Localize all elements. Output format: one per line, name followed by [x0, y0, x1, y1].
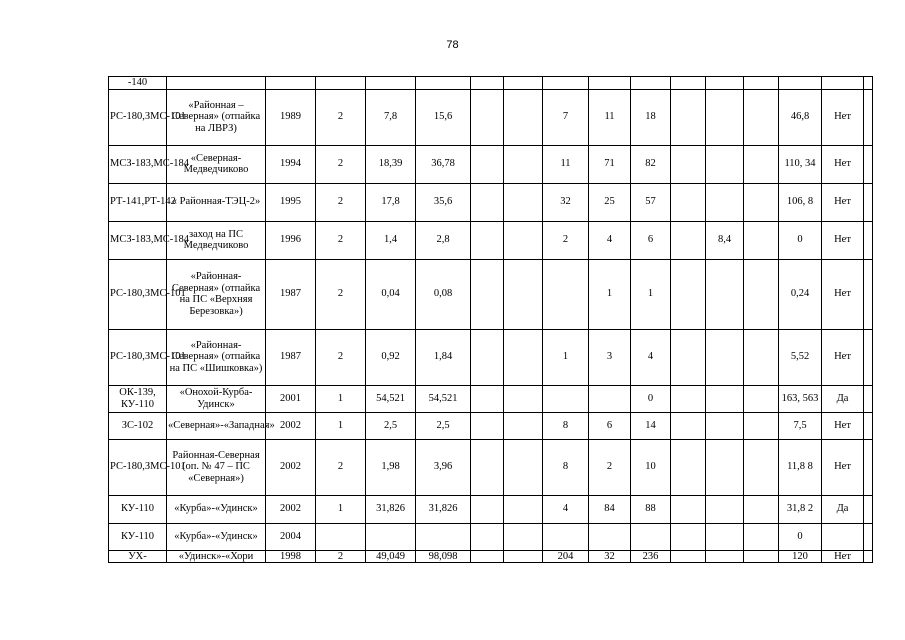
table-cell [316, 77, 366, 90]
table-cell [744, 183, 779, 221]
table-cell: «Районная – Северная» (отпайка на ЛВРЗ) [167, 89, 266, 145]
table-row [109, 550, 873, 563]
table-cell [706, 77, 744, 90]
table-cell [864, 329, 873, 385]
table-row [109, 77, 873, 90]
table-cell: 8 [543, 439, 589, 495]
table-cell: «Районная-Северная» (отпайка на ПС «Верхняя Березовка») [167, 259, 266, 329]
table-cell: Нет [822, 221, 864, 259]
table-cell: Нет [822, 550, 864, 563]
table-cell: 1987 [266, 329, 316, 385]
table-cell [706, 412, 744, 439]
table-cell: 0,08 [416, 259, 471, 329]
table-cell: «Курба»-«Удинск» [167, 523, 266, 550]
table-cell [471, 523, 504, 550]
table-cell [864, 550, 873, 563]
table-cell [471, 329, 504, 385]
table-cell [744, 221, 779, 259]
table-cell: 0,24 [779, 259, 822, 329]
table-cell [864, 385, 873, 412]
table-cell: МСЗ-183,МС-184 [109, 145, 167, 183]
table-cell [167, 77, 266, 90]
table-cell [504, 439, 543, 495]
table-cell: 32 [589, 550, 631, 563]
table-body [109, 77, 873, 563]
table-cell [416, 77, 471, 90]
table-cell: 1 [316, 385, 366, 412]
table-cell: Нет [822, 259, 864, 329]
table-cell [744, 259, 779, 329]
table-cell [589, 385, 631, 412]
table-cell: 54,521 [416, 385, 471, 412]
table-cell: 1996 [266, 221, 316, 259]
table-cell: Да [822, 385, 864, 412]
table-cell [416, 523, 471, 550]
table-cell: 11,8 8 [779, 439, 822, 495]
table-cell: 120 [779, 550, 822, 563]
table-row [109, 439, 873, 495]
table-cell [504, 77, 543, 90]
table-cell [706, 259, 744, 329]
table-cell [744, 523, 779, 550]
table-cell [706, 439, 744, 495]
table-cell: 54,521 [366, 385, 416, 412]
table-cell [864, 259, 873, 329]
table-cell [822, 77, 864, 90]
table-cell [822, 523, 864, 550]
table-cell: 7,5 [779, 412, 822, 439]
table-cell [706, 385, 744, 412]
table-cell: 2004 [266, 523, 316, 550]
table-cell [864, 439, 873, 495]
table-cell: Нет [822, 183, 864, 221]
table-cell: «Северная»-«Западная» [167, 412, 266, 439]
table-row [109, 145, 873, 183]
table-cell [671, 329, 706, 385]
table-cell [543, 523, 589, 550]
table-cell [706, 550, 744, 563]
table-cell: Районная-Северная (оп. № 47 – ПС «Северная») [167, 439, 266, 495]
table-cell [864, 523, 873, 550]
table-cell: Да [822, 495, 864, 523]
table-cell [471, 259, 504, 329]
table-cell [744, 439, 779, 495]
table-row [109, 221, 873, 259]
table-cell: заход на ПС Медведчиково [167, 221, 266, 259]
table-cell: 1,4 [366, 221, 416, 259]
table-cell [706, 329, 744, 385]
table-cell [504, 183, 543, 221]
table-row [109, 183, 873, 221]
table-cell [864, 495, 873, 523]
table-row [109, 523, 873, 550]
table-cell [504, 329, 543, 385]
table-cell: 31,826 [416, 495, 471, 523]
table-cell: 1994 [266, 145, 316, 183]
table-cell: 3 [589, 329, 631, 385]
table-cell: КУ-110 [109, 495, 167, 523]
table-cell: РС-180,ЗМС-101 [109, 259, 167, 329]
table-cell: 49,049 [366, 550, 416, 563]
table-cell: 2002 [266, 412, 316, 439]
table-cell: 98,098 [416, 550, 471, 563]
table-cell: 106, 8 [779, 183, 822, 221]
table-cell [366, 77, 416, 90]
table-cell: 3,96 [416, 439, 471, 495]
table-cell [706, 183, 744, 221]
table-cell [744, 329, 779, 385]
table-cell: Нет [822, 439, 864, 495]
table-cell: 4 [631, 329, 671, 385]
table-cell [671, 145, 706, 183]
table-cell: 163, 563 [779, 385, 822, 412]
table-cell: Нет [822, 145, 864, 183]
table-cell: 11 [543, 145, 589, 183]
table-cell: «Курба»-«Удинск» [167, 495, 266, 523]
table-cell [864, 183, 873, 221]
table-row [109, 495, 873, 523]
table-cell: -140 [109, 77, 167, 90]
table-cell [671, 439, 706, 495]
table-cell [744, 145, 779, 183]
table-cell: 1995 [266, 183, 316, 221]
table-cell: 1,84 [416, 329, 471, 385]
table-cell: 36,78 [416, 145, 471, 183]
table-cell: 15,6 [416, 89, 471, 145]
table-cell: РС-180,ЗМС-101 [109, 439, 167, 495]
table-cell: 57 [631, 183, 671, 221]
table-cell: 1987 [266, 259, 316, 329]
table-cell: 2 [316, 183, 366, 221]
table-cell [864, 412, 873, 439]
table-cell: «Северная-Медведчиково [167, 145, 266, 183]
table-cell: 11 [589, 89, 631, 145]
table-cell: 1998 [266, 550, 316, 563]
table-cell [471, 183, 504, 221]
table-cell [504, 385, 543, 412]
table-cell: 1 [316, 495, 366, 523]
table-cell [744, 89, 779, 145]
table-cell [706, 523, 744, 550]
table-cell: 2 [543, 221, 589, 259]
table-cell [504, 221, 543, 259]
table-cell: 5,52 [779, 329, 822, 385]
table-cell [744, 495, 779, 523]
table-cell [504, 259, 543, 329]
table-cell [671, 77, 706, 90]
table-cell: 71 [589, 145, 631, 183]
table-cell: 31,8 2 [779, 495, 822, 523]
table-cell: 18,39 [366, 145, 416, 183]
table-cell [744, 412, 779, 439]
table-cell: 1989 [266, 89, 316, 145]
table-cell: 7 [543, 89, 589, 145]
table-cell [671, 259, 706, 329]
table-cell [779, 77, 822, 90]
table-cell [543, 77, 589, 90]
table-cell: 110, 34 [779, 145, 822, 183]
table-cell [671, 523, 706, 550]
table-cell [471, 89, 504, 145]
table-cell: 2002 [266, 439, 316, 495]
table-cell [471, 550, 504, 563]
table-cell: МСЗ-183,МС-184 [109, 221, 167, 259]
table-cell: 14 [631, 412, 671, 439]
table-cell [671, 183, 706, 221]
table-cell: 0 [779, 221, 822, 259]
table-row [109, 329, 873, 385]
table-cell [589, 523, 631, 550]
table-cell [706, 145, 744, 183]
table-cell: 7,8 [366, 89, 416, 145]
table-cell [864, 221, 873, 259]
table-cell: Нет [822, 89, 864, 145]
table-cell: 2,8 [416, 221, 471, 259]
table-cell [631, 523, 671, 550]
table-cell: УХ- [109, 550, 167, 563]
page-number: 78 [446, 39, 459, 51]
table-row [109, 89, 873, 145]
table-cell: 17,8 [366, 183, 416, 221]
table-cell: 25 [589, 183, 631, 221]
table-cell [316, 523, 366, 550]
table-cell: ОК-139, КУ-110 [109, 385, 167, 412]
table-cell: 2002 [266, 495, 316, 523]
data-table [108, 76, 873, 563]
table-cell [744, 385, 779, 412]
table-cell: 2,5 [416, 412, 471, 439]
table-cell [671, 412, 706, 439]
table-cell: 2 [316, 439, 366, 495]
table-cell: «Районная-Северная» (отпайка на ПС «Шишковка») [167, 329, 266, 385]
table-cell [589, 77, 631, 90]
table-cell: 1 [543, 329, 589, 385]
table-cell [504, 412, 543, 439]
table-cell: 0 [631, 385, 671, 412]
table-cell: 10 [631, 439, 671, 495]
table-cell: 35,6 [416, 183, 471, 221]
table-cell [471, 495, 504, 523]
table-cell [471, 145, 504, 183]
table-cell: 1,98 [366, 439, 416, 495]
table-cell [266, 77, 316, 90]
table-cell: 18 [631, 89, 671, 145]
table-cell [631, 77, 671, 90]
table-row [109, 385, 873, 412]
table-cell [471, 77, 504, 90]
table-cell [671, 89, 706, 145]
table-cell: 31,826 [366, 495, 416, 523]
table-cell: 8 [543, 412, 589, 439]
table-cell [504, 89, 543, 145]
table-row [109, 259, 873, 329]
table-cell: «Удинск»-«Хори [167, 550, 266, 563]
table-cell: РС-180,ЗМС-101 [109, 89, 167, 145]
table-cell: 0 [779, 523, 822, 550]
table-cell [471, 385, 504, 412]
table-cell [671, 385, 706, 412]
table-cell [543, 385, 589, 412]
table-cell: 1 [589, 259, 631, 329]
table-cell: 82 [631, 145, 671, 183]
table-cell: КУ-110 [109, 523, 167, 550]
table-cell: 32 [543, 183, 589, 221]
table-cell [471, 221, 504, 259]
table-cell: 2001 [266, 385, 316, 412]
table-cell: Нет [822, 412, 864, 439]
table-cell: 1 [316, 412, 366, 439]
table-cell: Нет [822, 329, 864, 385]
table-cell: 46,8 [779, 89, 822, 145]
table-cell [504, 145, 543, 183]
table-cell: 2 [316, 145, 366, 183]
table-cell: РС-180,ЗМС-101 [109, 329, 167, 385]
table-cell: «Онохой-Курба-Удинск» [167, 385, 266, 412]
table-cell: РТ-141,РТ-142 [109, 183, 167, 221]
table-cell: 88 [631, 495, 671, 523]
table-cell [504, 550, 543, 563]
table-cell [543, 259, 589, 329]
table-cell [471, 412, 504, 439]
table-cell [864, 145, 873, 183]
table-cell [706, 495, 744, 523]
table-cell [864, 89, 873, 145]
table-cell: 1 [631, 259, 671, 329]
table-cell [864, 77, 873, 90]
table-cell [366, 523, 416, 550]
table-cell [671, 550, 706, 563]
table-cell: 0,04 [366, 259, 416, 329]
table-cell: 2 [316, 550, 366, 563]
table-row [109, 412, 873, 439]
table-cell: 204 [543, 550, 589, 563]
table-cell: 4 [543, 495, 589, 523]
table-cell: 4 [589, 221, 631, 259]
table-cell: « Районная-ТЭЦ-2» [167, 183, 266, 221]
table-cell: 2 [316, 329, 366, 385]
table-cell: 236 [631, 550, 671, 563]
table-cell: 2 [316, 259, 366, 329]
table-cell [504, 523, 543, 550]
table-cell: 2 [316, 89, 366, 145]
table-cell [504, 495, 543, 523]
table-cell: 84 [589, 495, 631, 523]
table-cell: 2 [316, 221, 366, 259]
table-cell [471, 439, 504, 495]
table-cell [744, 77, 779, 90]
table-cell [671, 495, 706, 523]
table-cell [671, 221, 706, 259]
table-cell: 6 [631, 221, 671, 259]
table-cell [706, 89, 744, 145]
table-cell: 2 [589, 439, 631, 495]
table-cell: 6 [589, 412, 631, 439]
table-cell: 8,4 [706, 221, 744, 259]
table-cell [744, 550, 779, 563]
table-cell: ЗС-102 [109, 412, 167, 439]
table-cell: 2,5 [366, 412, 416, 439]
table-cell: 0,92 [366, 329, 416, 385]
